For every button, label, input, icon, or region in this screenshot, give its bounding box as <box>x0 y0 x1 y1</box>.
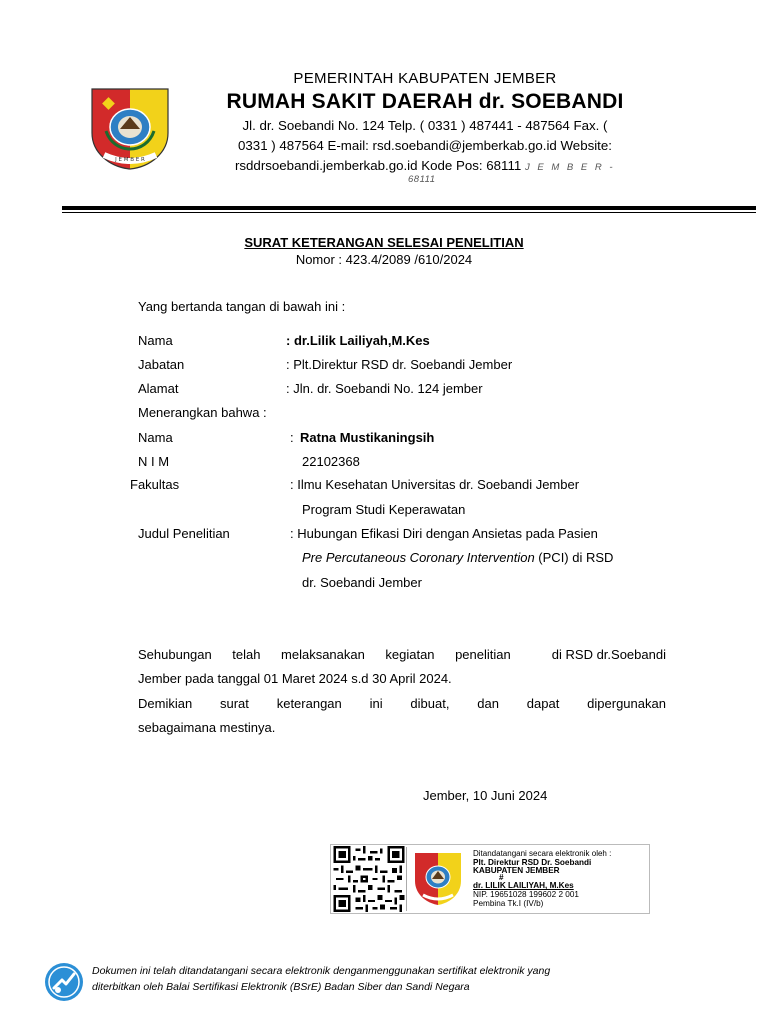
paragraph-1-line1 <box>138 643 666 668</box>
subject-faculty-value: : Ilmu Kesehatan Universitas dr. Soebandi Jember <box>290 477 580 492</box>
signer-name-value: : dr.Lilik Lailiyah,M.Kes <box>286 333 430 348</box>
subject-nim-label: N I M <box>138 454 170 469</box>
qr-code-icon <box>333 846 405 912</box>
para1-word: kegiatan <box>385 647 435 662</box>
subject-name-label: Nama <box>138 430 173 445</box>
para1-word: di RSD dr.Soebandi <box>551 647 666 662</box>
states-label: Menerangkan bahwa : <box>138 405 267 420</box>
para1-word: telah <box>232 647 261 662</box>
subject-faculty-label: Fakultas <box>130 477 180 492</box>
letter-number: Nomor : 423.4/2089 /610/2024 <box>295 252 473 267</box>
footer-line-2: diterbitkan oleh Balai Sertifikasi Elektronik (BSrE) Badan Siber dan Sandi Negara <box>92 981 470 993</box>
para2-word: ini <box>369 696 383 711</box>
bsre-logo-icon <box>44 962 84 1002</box>
para2-word: keterangan <box>276 696 342 711</box>
header-address-city: J E M B E R - <box>524 162 616 173</box>
header-divider-thick <box>62 206 756 210</box>
subject-title-line1: : Hubungan Efikasi Diri dengan Ansietas pada Pasien <box>290 526 598 541</box>
para2-word: surat <box>220 696 249 711</box>
signer-name-label: Nama <box>138 333 173 348</box>
signer-position-value: : Plt.Direktur RSD dr. Soebandi Jember <box>286 357 513 372</box>
subject-faculty-program: Program Studi Keperawatan <box>302 502 466 517</box>
subject-title-rest: (PCI) di RSD <box>534 550 614 565</box>
signature-line-4: # <box>499 873 504 882</box>
subject-title-line2 <box>302 550 613 565</box>
para2-word: dapat <box>526 696 560 711</box>
paragraph-2-line2: sebagaimana mestinya. <box>138 720 276 735</box>
header-address-line2: 0331 ) 487564 E-mail: rsd.soebandi@jemberkab.go.id Website: <box>238 138 612 153</box>
electronic-signature-box <box>330 844 650 914</box>
para2-word: dibuat, <box>410 696 450 711</box>
para2-word: dan <box>477 696 499 711</box>
paragraph-2-line1 <box>138 692 666 717</box>
subject-nim-value: 22102368 <box>302 454 360 469</box>
header-hospital-name: RUMAH SAKIT DAERAH dr. SOEBANDI <box>226 90 624 113</box>
para1-word: penelitian <box>455 647 511 662</box>
signature-emblem-logo <box>411 849 465 909</box>
header-address-web-post: rsddrsoebandi.jemberkab.go.id Kode Pos: 68111 <box>234 158 522 173</box>
para2-word: Demikian <box>138 696 193 711</box>
signature-line-2: Plt. Direktur RSD Dr. Soebandi <box>473 858 592 867</box>
subject-title-label: Judul Penelitian <box>138 526 230 541</box>
signature-line-6: NIP. 19651028 199602 2 001 <box>473 890 579 899</box>
letter-intro: Yang bertanda tangan di bawah ini : <box>138 299 346 314</box>
header-divider-thin <box>62 212 756 213</box>
letter-title: SURAT KETERANGAN SELESAI PENELITIAN <box>244 235 524 250</box>
signer-address-value: : Jln. dr. Soebandi No. 124 jember <box>286 381 483 396</box>
signature-line-5: dr. LILIK LAILIYAH, M.Kes <box>473 881 574 890</box>
para1-word: melaksanakan <box>281 647 365 662</box>
signer-address-label: Alamat <box>138 381 179 396</box>
signature-line-7: Pembina Tk.I (IV/b) <box>473 899 544 908</box>
para1-word: Sehubungan <box>138 647 212 662</box>
emblem-text: J E M B E R <box>115 157 145 163</box>
subject-name-value: Ratna Mustikaningsih <box>300 430 435 445</box>
subject-title-line3: dr. Soebandi Jember <box>302 575 422 590</box>
place-date: Jember, 10 Juni 2024 <box>423 788 548 803</box>
signer-position-label: Jabatan <box>138 357 185 372</box>
jember-emblem-logo <box>80 83 180 179</box>
signature-divider <box>406 847 407 911</box>
signature-line-1: Ditandatangani secara elektronik oleh : <box>473 849 612 858</box>
header-government: PEMERINTAH KABUPATEN JEMBER <box>293 70 557 87</box>
header-address-line1: Jl. dr. Soebandi No. 124 Telp. ( 0331 ) 487441 - 487564 Fax. ( <box>242 118 608 133</box>
subject-title-italic: Pre Percutaneous Coronary Intervention <box>302 550 535 565</box>
footer-line-1: Dokumen ini telah ditandatangani secara elektronik denganmenggunakan sertifikat elektronik yang <box>92 965 551 977</box>
signature-line-3: KABUPATEN JEMBER <box>473 866 560 875</box>
para2-word: dipergunakan <box>587 696 666 711</box>
header-address-postal: 68111 <box>408 174 436 185</box>
subject-name-colon: : <box>290 430 294 445</box>
paragraph-1-line2: Jember pada tanggal 01 Maret 2024 s.d 30 April 2024. <box>138 671 452 686</box>
